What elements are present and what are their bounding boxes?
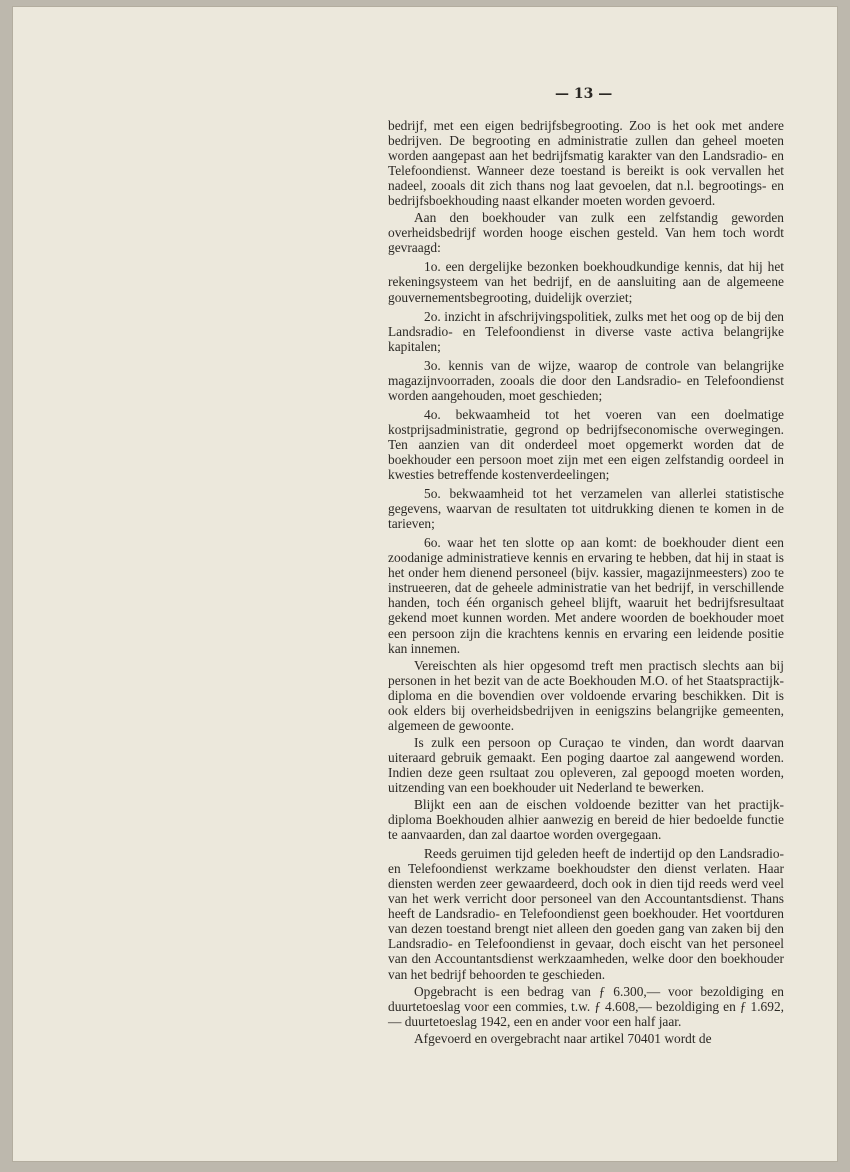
- paragraph: Vereischten als hier opgesomd treft men practisch slechts aan bij personen in het bezit van de acte Boekhouden M.O. of het Staatspractijk-diploma en die bovendien over voldoende ervaring beschikken. Dit is ook elders bij overheidsbedrijven in eenigszins belangrijke gemeenten, algemeen de gewoonte.: [388, 657, 784, 733]
- list-item: 5o. bekwaamheid tot het verzamelen van allerlei statistische gegevens, waarvan de resultaten tot uitdrukking dienen te komen in de tarieven;: [388, 486, 784, 532]
- list-item: 3o. kennis van de wijze, waarop de controle van belangrijke magazijnvoorraden, zooals die door den Landsradio- en Telefoondienst worden aangehouden, moet geschieden;: [388, 357, 784, 403]
- list-item: 2o. inzicht in afschrijvingspolitiek, zulks met het oog op de bij den Landsradio- en Telefoondienst in diverse vaste activa belangrijke kapitalen;: [388, 308, 784, 354]
- paragraph: Opgebracht is een bedrag van ƒ 6.300,— voor bezoldiging en duurtetoeslag voor een commies, t.w. ƒ 4.608,— bezoldiging en ƒ 1.692,— duurtetoeslag 1942, een en ander voor een half jaar.: [388, 983, 784, 1029]
- paragraph: bedrijf, met een eigen bedrijfsbegrooting. Zoo is het ook met andere bedrijven. De begrooting en administratie zullen dan geheel moeten worden aangepast aan het bedrijfsmatig karakter van den Landsradio- en Telefoondienst. Wanneer deze toestand is bereikt is ook vervallen het nadeel, zooals dit zich thans nog laat gevoelen, dat n.l. begrootings- en bedrijfsboekhouding naast elkander moeten worden gevoerd.: [388, 118, 784, 209]
- paragraph: Aan den boekhouder van zulk een zelfstandig geworden overheidsbedrijf worden hooge eischen gesteld. Van hem toch wordt gevraagd:: [388, 210, 784, 256]
- paragraph: Reeds geruimen tijd geleden heeft de indertijd op den Landsradio- en Telefoondienst werkzame boekhoudster den dienst verlaten. Haar diensten werden zeer gewaardeerd, doch ook in dien tijd reeds werd veel van het werk verricht door personeel van den Accountantsdienst. Thans heeft de Landsradio- en Telefoondienst geen boekhouder. Het voortduren van dezen toestand brengt niet alleen den goeden gang van zaken bij den Landsradio- en Telefoondienst in gevaar, doch eischt van het personeel van den Accountantsdienst werkzaamheden, welke door den boekhouder van het bedrijf behoorden te geschieden.: [388, 846, 784, 982]
- body-text: [388, 118, 784, 1046]
- page-number: — 13 —: [555, 86, 613, 102]
- paragraph: Afgevoerd en overgebracht naar artikel 70401 wordt de: [414, 1030, 712, 1046]
- list-item: 4o. bekwaamheid tot het voeren van een doelmatige kostprijsadministratie, gegrond op bedrijfseconomische overwegingen. Ten aanzien van dit onderdeel moet opgemerkt worden dat de boekhouder een persoon moet zijn met een eigen zelfstandig oordeel in kwesties betreffende kostenverdeelingen;: [388, 406, 784, 483]
- paragraph: Blijkt een aan de eischen voldoende bezitter van het practijk-diploma Boekhouden alhier aanwezig en bereid de hier bedoelde functie te aanvaarden, dan zal daartoe worden overgegaan.: [388, 797, 784, 843]
- list-item: 6o. waar het ten slotte op aan komt: de boekhouder dient een zoodanige administratieve kennis en ervaring te hebben, dat hij in staat is het onder hem dienend personeel (bijv. kassier, magazijnmeesters) zoo te instrueeren, dat de geheele administratie van het bedrijf, in verschillende handen, toch één organisch geheel blijft, waaruit het bedrijfsresultaat gekend moet kunnen worden. Met andere woorden de boekhouder moet een persoon zijn die krachtens kennis en ervaring een leidende positie kan innemen.: [388, 535, 784, 656]
- paragraph: Is zulk een persoon op Curaçao te vinden, dan wordt daarvan uiteraard gebruik gemaakt. Een poging daartoe zal aangewend worden. Indien deze geen rsultaat zou opleveren, zal gepoogd moeten worden, uitzending van een boekhouder uit Nederland te bewerken.: [388, 734, 784, 795]
- list-item: 1o. een dergelijke bezonken boekhoudkundige kennis, dat hij het rekeningsysteem van het bedrijf, en de aansluiting aan de algemeene gouvernementsbegrooting, duidelijk overziet;: [388, 259, 784, 305]
